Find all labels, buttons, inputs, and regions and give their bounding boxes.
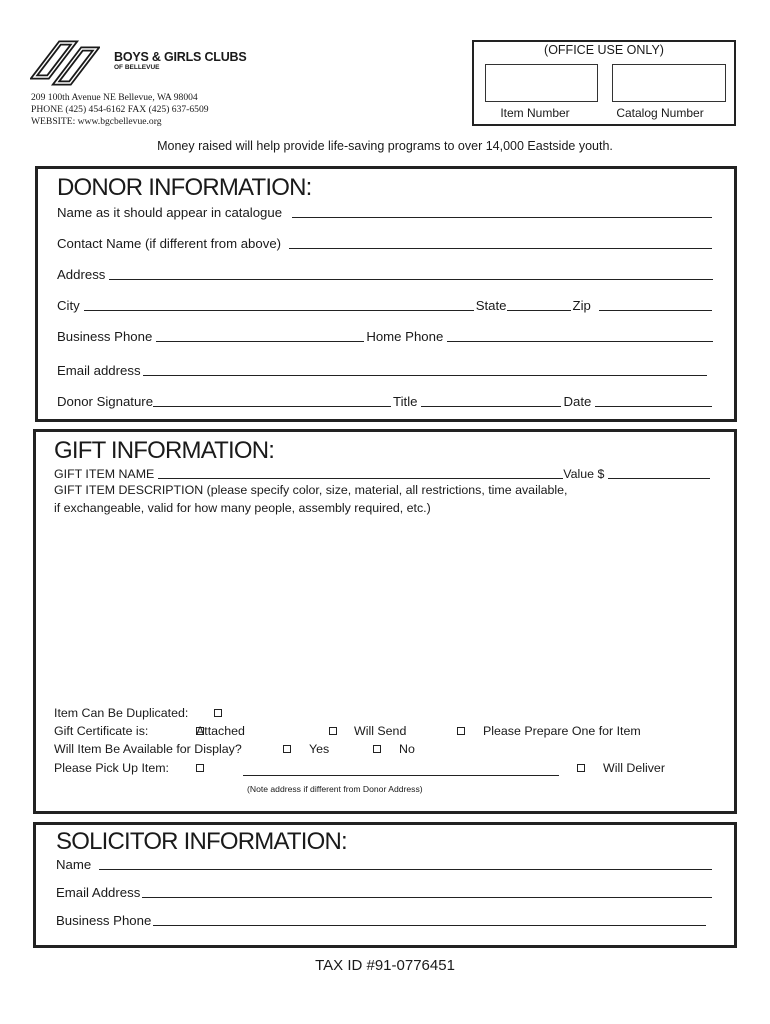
zip-field[interactable] xyxy=(599,298,712,311)
certificate-label: Gift Certificate is: xyxy=(54,724,149,738)
solicitor-email-row xyxy=(56,882,714,900)
gift-description-label: GIFT ITEM DESCRIPTION (please specify color, size, material, all restrictions, time available, xyxy=(54,483,568,497)
will-send-label: Will Send xyxy=(354,724,407,738)
prepare-label: Please Prepare One for Item xyxy=(483,724,641,738)
donor-name-field[interactable] xyxy=(292,205,712,218)
display-yes-label: Yes xyxy=(309,742,330,756)
prepare-checkbox[interactable] xyxy=(457,727,465,735)
catalog-number-field[interactable] xyxy=(612,64,726,102)
display-no-checkbox[interactable] xyxy=(373,745,381,753)
title-field[interactable] xyxy=(421,394,561,407)
will-deliver-checkbox[interactable] xyxy=(577,764,585,772)
email-field[interactable] xyxy=(143,363,707,376)
address-row xyxy=(57,264,715,282)
business-phone-label: Business Phone xyxy=(57,329,153,344)
state-label: State xyxy=(475,298,507,313)
gift-item-name-label: GIFT ITEM NAME xyxy=(54,467,155,481)
solicitor-name-row xyxy=(56,854,714,872)
pickup-label: Please Pick Up Item: xyxy=(54,761,170,775)
value-label: Value $ xyxy=(563,467,605,481)
catalog-number-label: Catalog Number xyxy=(616,106,704,120)
email-label: Email address xyxy=(57,363,141,378)
city-field[interactable] xyxy=(84,298,474,311)
city-state-zip-row xyxy=(57,295,714,313)
donor-name-label: Name as it should appear in catalogue xyxy=(57,205,283,220)
gift-description-label-2: if exchangeable, valid for how many people, assembly required, etc.) xyxy=(54,501,431,515)
business-phone-field[interactable] xyxy=(156,329,364,342)
zip-label: Zip xyxy=(572,298,591,313)
title-label: Title xyxy=(393,394,418,409)
will-send-checkbox[interactable] xyxy=(329,727,337,735)
solicitor-phone-label: Business Phone xyxy=(56,913,152,928)
gift-section-title: GIFT INFORMATION: xyxy=(54,437,275,464)
contact-name-field[interactable] xyxy=(289,236,712,249)
donor-section-title: DONOR INFORMATION: xyxy=(57,174,312,201)
signature-row xyxy=(57,391,714,409)
home-phone-field[interactable] xyxy=(447,329,713,342)
pickup-address-field[interactable] xyxy=(243,763,559,776)
org-subtitle: OF BELLEVUE xyxy=(114,64,160,71)
will-deliver-label: Will Deliver xyxy=(603,761,665,775)
address-field[interactable] xyxy=(109,267,713,280)
duplicated-label: Item Can Be Duplicated: xyxy=(54,706,189,720)
tagline: Money raised will help provide life-saving programs to over 14,000 Eastside youth. xyxy=(157,139,613,153)
value-field[interactable] xyxy=(608,466,710,479)
solicitor-name-field[interactable] xyxy=(99,857,712,870)
address-note: (Note address if different from Donor Address) xyxy=(247,784,423,794)
gift-description-area[interactable] xyxy=(54,522,714,694)
solicitor-email-field[interactable] xyxy=(142,885,712,898)
date-field[interactable] xyxy=(595,394,712,407)
org-name: BOYS & GIRLS CLUBS xyxy=(114,50,247,64)
solicitor-phone-field[interactable] xyxy=(153,913,706,926)
org-website: WEBSITE: www.bgcbellevue.org xyxy=(31,116,162,127)
tax-id: TAX ID #91-0776451 xyxy=(315,957,455,974)
gift-item-row xyxy=(54,463,712,481)
attached-label: Attached xyxy=(196,724,245,738)
city-label: City xyxy=(57,298,80,313)
solicitor-email-label: Email Address xyxy=(56,885,141,900)
solicitor-name-label: Name xyxy=(56,857,92,872)
item-number-label: Item Number xyxy=(500,106,570,120)
phone-row xyxy=(57,326,715,344)
home-phone-label: Home Phone xyxy=(366,329,444,344)
signature-label: Donor Signature xyxy=(57,394,154,409)
gift-item-name-field[interactable] xyxy=(158,466,563,479)
contact-name-label: Contact Name (if different from above) xyxy=(57,236,282,251)
display-label: Will Item Be Available for Display? xyxy=(54,742,242,756)
email-row xyxy=(57,360,709,378)
office-use-title: (OFFICE USE ONLY) xyxy=(544,43,664,57)
display-no-label: No xyxy=(399,742,415,756)
contact-name-row xyxy=(57,233,714,251)
solicitor-section-title: SOLICITOR INFORMATION: xyxy=(56,828,347,855)
duplicated-checkbox[interactable] xyxy=(214,709,222,717)
address-label: Address xyxy=(57,267,106,282)
display-yes-checkbox[interactable] xyxy=(283,745,291,753)
boys-girls-clubs-logo xyxy=(30,37,100,89)
solicitor-phone-row xyxy=(56,910,708,928)
pickup-checkbox[interactable] xyxy=(196,764,204,772)
signature-field[interactable] xyxy=(153,394,391,407)
item-number-field[interactable] xyxy=(485,64,598,102)
org-address: 209 100th Avenue NE Bellevue, WA 98004 xyxy=(31,92,198,103)
org-phone: PHONE (425) 454-6162 FAX (425) 637-6509 xyxy=(31,104,209,115)
state-field[interactable] xyxy=(507,298,571,311)
donor-name-row xyxy=(57,202,714,220)
date-label: Date xyxy=(563,394,592,409)
